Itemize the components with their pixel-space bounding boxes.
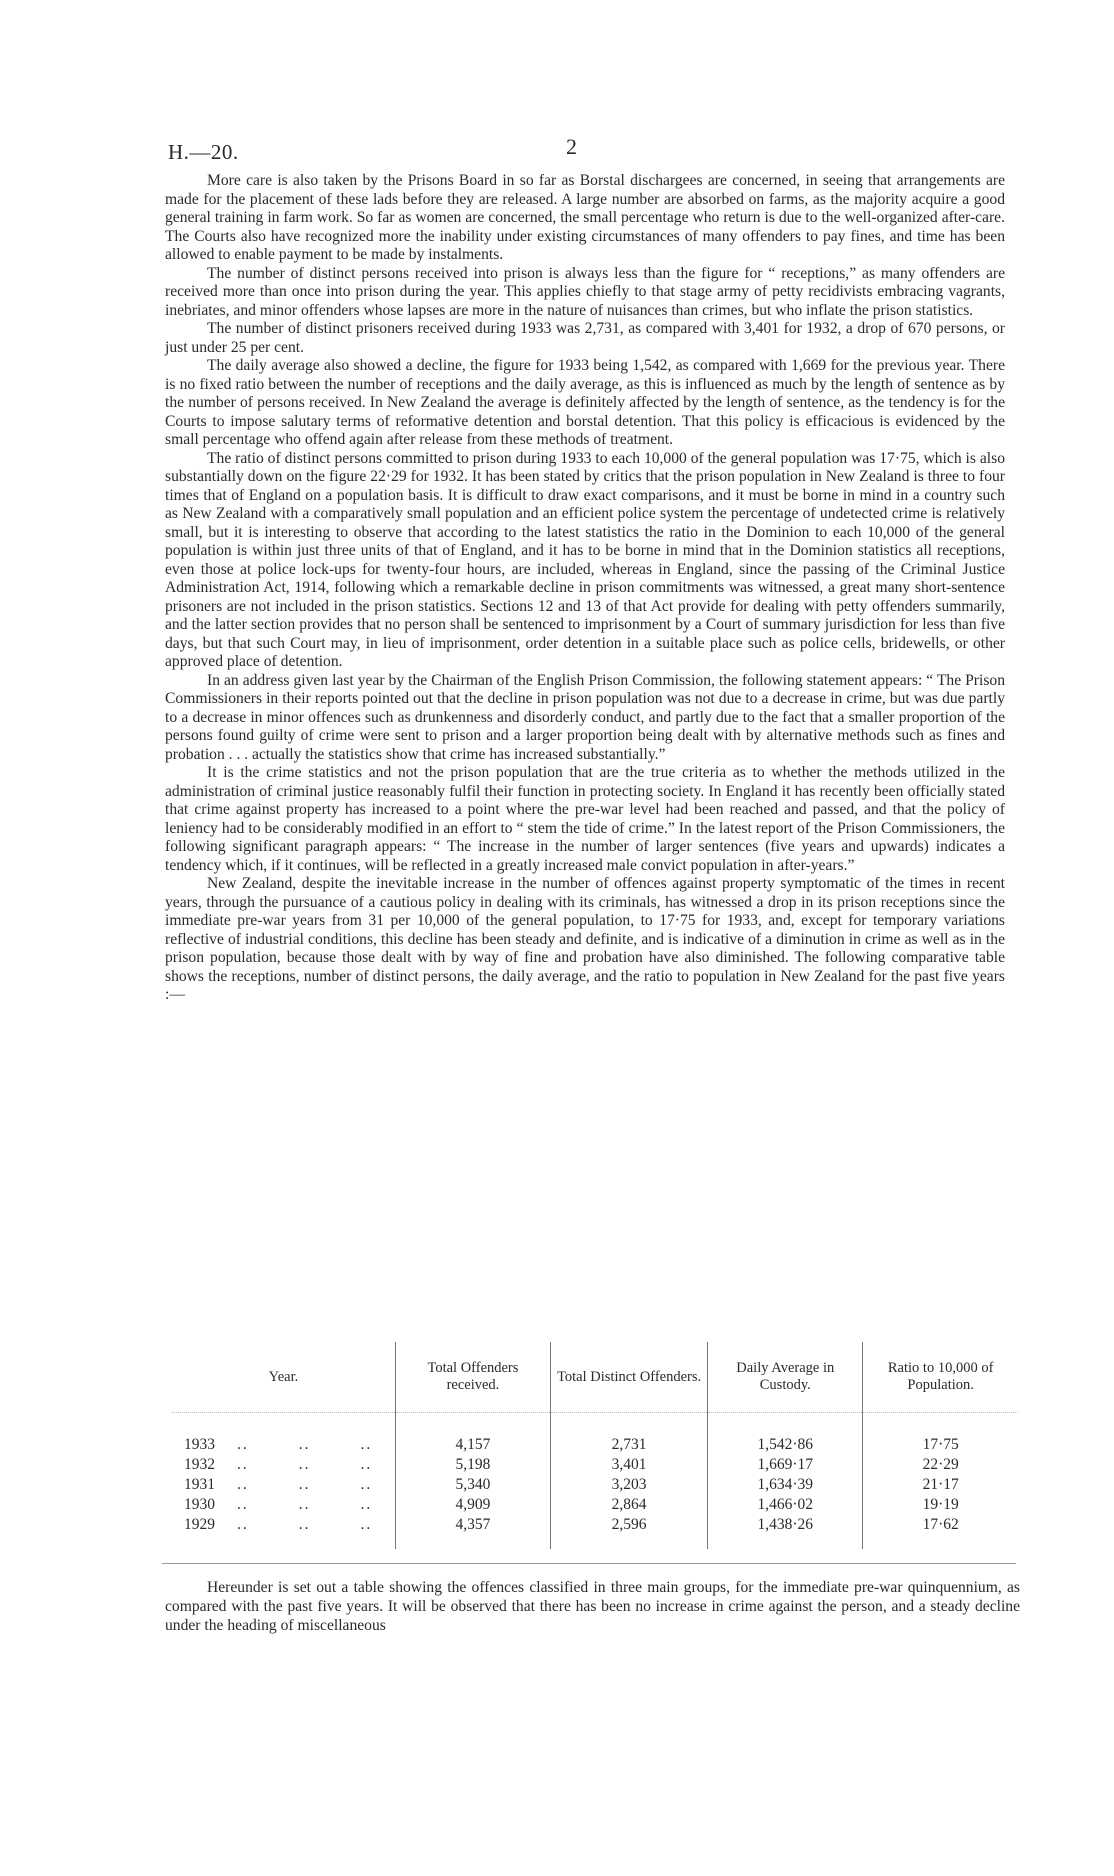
comparative-table <box>172 1342 1018 1549</box>
leader-dots: .. <box>237 1456 249 1473</box>
total-offenders-cell: 5,198 <box>395 1455 550 1475</box>
leader-dots: .. <box>298 1436 311 1453</box>
total-offenders-cell: 4,157 <box>395 1413 550 1456</box>
leader-dots: .. <box>360 1516 373 1533</box>
ratio-cell: 19·19 <box>863 1495 1018 1515</box>
leader-dots: .. <box>360 1436 373 1453</box>
daily-average-cell: 1,438·26 <box>708 1515 863 1549</box>
daily-average-cell: 1,669·17 <box>708 1455 863 1475</box>
leader-dots: .. <box>237 1476 249 1493</box>
table-row <box>172 1455 1018 1475</box>
table-row <box>172 1495 1018 1515</box>
year-cell: 1931 <box>184 1476 215 1493</box>
distinct-offenders-cell: 2,864 <box>551 1495 708 1515</box>
ratio-cell: 21·17 <box>863 1475 1018 1495</box>
year-cell: 1932 <box>184 1456 215 1473</box>
year-cell: 1930 <box>184 1496 215 1513</box>
paragraph: The number of distinct prisoners received during 1933 was 2,731, as compared with 3,401 for 1932, a drop of 670 persons, or just under 25 per cent. <box>165 320 1005 356</box>
ratio-cell: 22·29 <box>863 1455 1018 1475</box>
leader-dots: .. <box>237 1436 249 1453</box>
paragraph: It is the crime statistics and not the prison population that are the true criteria as to whether the methods utilized in the administration of criminal justice reasonably fulfil their function in protecting society. In England it has recently been officially stated that crime against property has increased to a point where the pre-war level had been reached and passed, and that the policy of leniency had to be considerably modified in an effort to “ stem the tide of crime.” In the latest report of the Prison Commissioners, the following significant paragraph appears: “ The increase in the number of larger sentences (five years and upwards) indicates a tendency which, if it continues, will be reflected in a greatly increased male convict population in after-years.” <box>165 764 1005 874</box>
paragraph: Hereunder is set out a table showing the offences classified in three main groups, for the immediate pre-war quinquennium, as compared with the past five years. It will be observed that there has been no increase in crime against the person, and a steady decline under the heading of miscellaneous <box>165 1579 1020 1634</box>
paragraph: The daily average also showed a decline, the figure for 1933 being 1,542, as compared with 1,669 for the previous year. There is no fixed ratio between the number of receptions and the daily average, as this is influenced as much by the length of sentence as by the number of persons received. In New Zealand the average is definitely affected by the length of sentence, as the tendency is for the Courts to impose salutary terms of reformative detention and borstal detention. That this policy is efficacious is evidenced by the small percentage who offend again after release from these methods of treatment. <box>165 357 1005 448</box>
daily-average-cell: 1,466·02 <box>708 1495 863 1515</box>
leader-dots: .. <box>298 1516 311 1533</box>
closing-text <box>165 1578 1020 1635</box>
distinct-offenders-cell: 2,731 <box>551 1413 708 1456</box>
document-code: H.—20. <box>168 140 239 164</box>
total-offenders-cell: 5,340 <box>395 1475 550 1495</box>
leader-dots: .. <box>237 1496 249 1513</box>
page-number: 2 <box>566 134 577 159</box>
table-row <box>172 1515 1018 1549</box>
paragraph: The number of distinct persons received into prison is always less than the figure for “ receptions,” as many offenders are received more than once into prison during the year. This applies chiefly to that stage army of petty recidivists embracing vagrants, inebriates, and minor offenders whose lapses are more in the nature of nuisances than crimes, but who inflate the prison statistics. <box>165 264 1005 319</box>
leader-dots: .. <box>360 1476 373 1493</box>
paragraph: In an address given last year by the Chairman of the English Prison Commission, the following statement appears: “ The Prison Commissioners in their reports pointed out that the decline in prison population was not due to a decrease in crime, but was due partly to a decrease in minor offences such as drunkenness and disorderly conduct, and partly due to the fact that a smaller proportion of the persons found guilty of crime were sent to prison and a larger proportion being dealt with by alternative methods such as fines and probation . . . actually the statistics show that crime has increased substantially.” <box>165 671 1005 763</box>
daily-average-cell: 1,634·39 <box>708 1475 863 1495</box>
column-header-distinct-offenders: Total Distinct Offenders. <box>551 1342 708 1413</box>
table-row <box>172 1475 1018 1495</box>
column-header-ratio: Ratio to 10,000 of Population. <box>863 1342 1018 1413</box>
leader-dots: .. <box>298 1456 311 1473</box>
body-text <box>165 172 1005 1005</box>
column-header-year: Year. <box>172 1342 395 1413</box>
table-row <box>172 1413 1018 1456</box>
ratio-cell: 17·75 <box>863 1413 1018 1456</box>
leader-dots: .. <box>298 1496 311 1513</box>
distinct-offenders-cell: 3,401 <box>551 1455 708 1475</box>
leader-dots: .. <box>298 1476 311 1493</box>
daily-average-cell: 1,542·86 <box>708 1413 863 1456</box>
paragraph: More care is also taken by the Prisons Board in so far as Borstal dischargees are concerned, in seeing that arrangements are made for the placement of these lads before they are released. A large number are absorbed on farms, as the majority acquire a good general training in farm work. So far as women are concerned, the small percentage who return is due to the well-organized after-care. The Courts also have recognized more the inability under existing circumstances of many offenders to pay fines, and time has been allowed to enable payment to be made by instalments. <box>165 172 1005 263</box>
paragraph: The ratio of distinct persons committed to prison during 1933 to each 10,000 of the general population was 17·75, which is also substantially down on the figure 22·29 for 1932. It has been stated by critics that the prison population in New Zealand is three to four times that of England on a population basis. It is difficult to draw exact comparisons, and it must be borne in mind in a country such as New Zealand with a comparatively small population and an efficient police system the percentage of undetected crime is relatively small, but it is interesting to observe that according to the latest statistics the ratio in the Dominion to each 10,000 of the general population is within just three units of that of England, and it has to be borne in mind that in the Dominion statistics all receptions, even those at police lock-ups for twenty-four hours, are included, whereas in England, since the passing of the Criminal Justice Administration Act, 1914, following which a remarkable decline in prison commitments was witnessed, a great many short-sentence prisoners are not included in the prison statistics. Sections 12 and 13 of that Act provide for dealing with petty offenders summarily, and the latter section provides that no person shall be sentenced to imprisonment by a Court of summary jurisdiction for less than five days, but that such Court may, in lieu of imprisonment, order detention in a suitable place such as police cells, bridewells, or other approved place of detention. <box>165 449 1005 670</box>
year-cell: 1929 <box>184 1516 215 1533</box>
leader-dots: .. <box>360 1496 373 1513</box>
leader-dots: .. <box>360 1456 373 1473</box>
table-header-row <box>172 1342 1018 1413</box>
ratio-cell: 17·62 <box>863 1515 1018 1549</box>
table-bottom-rule <box>162 1563 1016 1564</box>
distinct-offenders-cell: 3,203 <box>551 1475 708 1495</box>
column-header-total-offenders: Total Offenders received. <box>395 1342 550 1413</box>
paragraph: New Zealand, despite the inevitable increase in the number of offences against property symptomatic of the times in recent years, through the pursuance of a cautious policy in dealing with its criminals, has witnessed a drop in its prison receptions since the immediate pre-war years from 31 per 10,000 of the general population, to 17·75 for 1933, and, except for temporary variations reflective of industrial conditions, this decline has been steady and definite, and is indicative of a diminution in crime as well as in the prison population, because those dealt with by way of fine and probation have also diminished. The following comparative table shows the receptions, number of distinct persons, the daily average, and the ratio to population in New Zealand for the past five years :— <box>165 875 1005 1003</box>
distinct-offenders-cell: 2,596 <box>551 1515 708 1549</box>
leader-dots: .. <box>237 1516 249 1533</box>
year-cell: 1933 <box>184 1436 215 1453</box>
column-header-daily-average: Daily Average in Custody. <box>708 1342 863 1413</box>
total-offenders-cell: 4,909 <box>395 1495 550 1515</box>
total-offenders-cell: 4,357 <box>395 1515 550 1549</box>
